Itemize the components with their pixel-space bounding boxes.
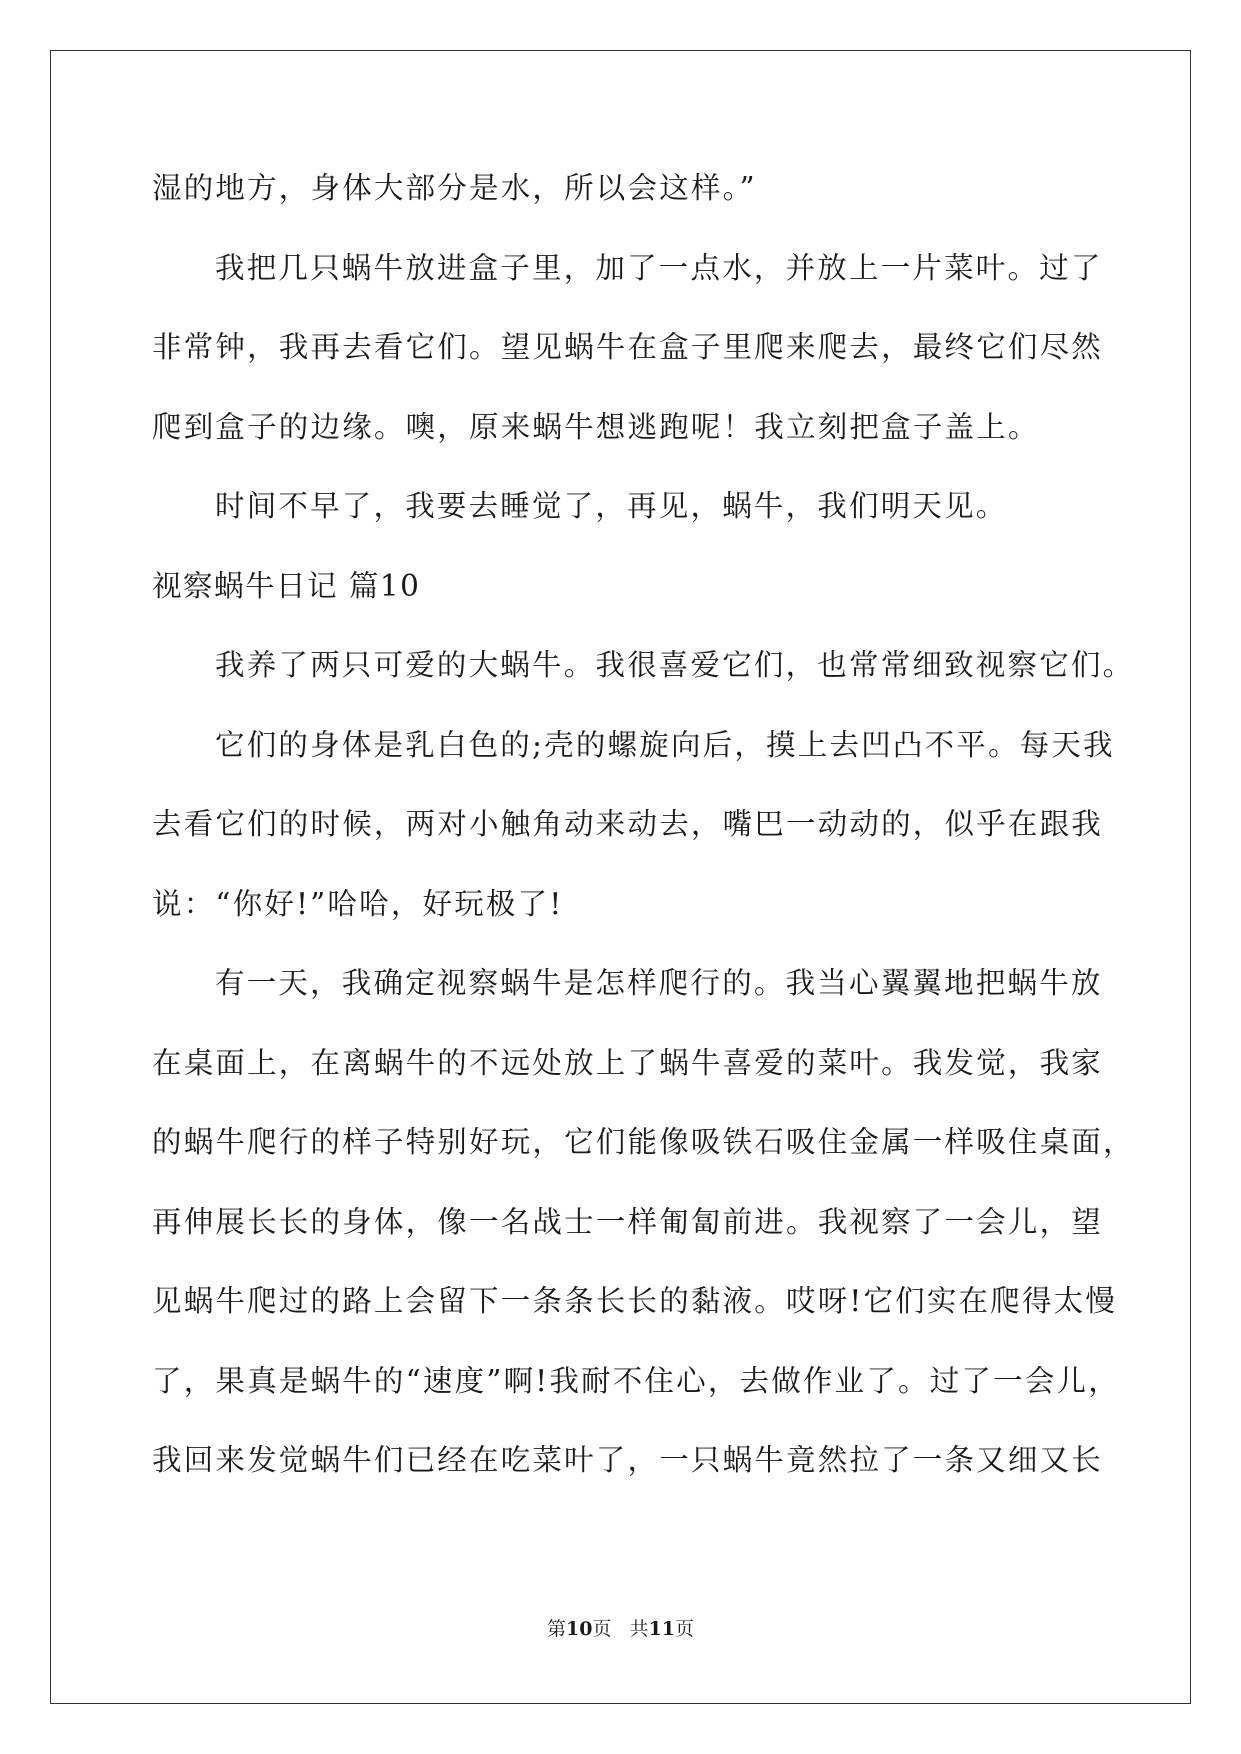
- page-footer: [0, 1614, 1241, 1641]
- footer-mid: 页 共: [592, 1618, 649, 1640]
- text-line: 我回来发觉蜗牛们已经在吃菜叶了，一只蜗牛竟然拉了一条又细又长: [152, 1443, 1104, 1477]
- text-line: 非常钟，我再去看它们。望见蜗牛在盒子里爬来爬去，最终它们尽然: [152, 330, 1104, 364]
- footer-suffix: 页: [675, 1618, 695, 1640]
- text-line: 爬到盒子的边缘。噢，原来蜗牛想逃跑呢！我立刻把盒子盖上。: [152, 409, 1040, 444]
- text-line: 湿的地方，身体大部分是水，所以会这样。”: [152, 171, 757, 205]
- text-line: 时间不早了，我要去睡觉了，再见，蜗牛，我们明天见。: [215, 489, 1008, 523]
- text-line: 见蜗牛爬过的路上会留下一条条长长的黏液。哎呀!它们实在爬得太慢: [152, 1284, 1118, 1318]
- text-line: 在桌面上，在离蜗牛的不远处放上了蜗牛喜爱的菜叶。我发觉，我家: [152, 1045, 1104, 1080]
- text-line: 再伸展长长的身体，像一名战士一样匍匐前进。我视察了一会儿，望: [152, 1204, 1104, 1239]
- text-line: 的蜗牛爬行的样子特别好玩，它们能像吸铁石吸住金属一样吸住桌面，: [152, 1125, 1135, 1159]
- page-current: 10: [565, 1618, 593, 1640]
- text-line: 我养了两只可爱的大蜗牛。我很喜爱它们，也常常细致视察它们。: [215, 648, 1135, 682]
- page-total: 11: [648, 1618, 676, 1640]
- footer-prefix: 第: [546, 1618, 566, 1640]
- document-body: [152, 163, 1135, 1515]
- text-line: 我把几只蜗牛放进盒子里，加了一点水，并放上一片菜叶。过了: [215, 250, 1103, 285]
- text-line: 说：“你好!”哈哈，好玩极了!: [152, 886, 564, 921]
- text-line: 它们的身体是乳白色的;壳的螺旋向后，摸上去凹凸不平。每天我: [215, 727, 1115, 762]
- text-line: 去看它们的时候，两对小触角动来动去，嘴巴一动动的，似乎在跟我: [152, 807, 1104, 841]
- section-heading: 视察蜗牛日记 篇10: [152, 568, 421, 603]
- text-line: 了，果真是蜗牛的“速度”啊!我耐不住心，去做作业了。过了一会儿，: [152, 1363, 1120, 1398]
- text-line: 有一天，我确定视察蜗牛是怎样爬行的。我当心翼翼地把蜗牛放: [215, 966, 1103, 1000]
